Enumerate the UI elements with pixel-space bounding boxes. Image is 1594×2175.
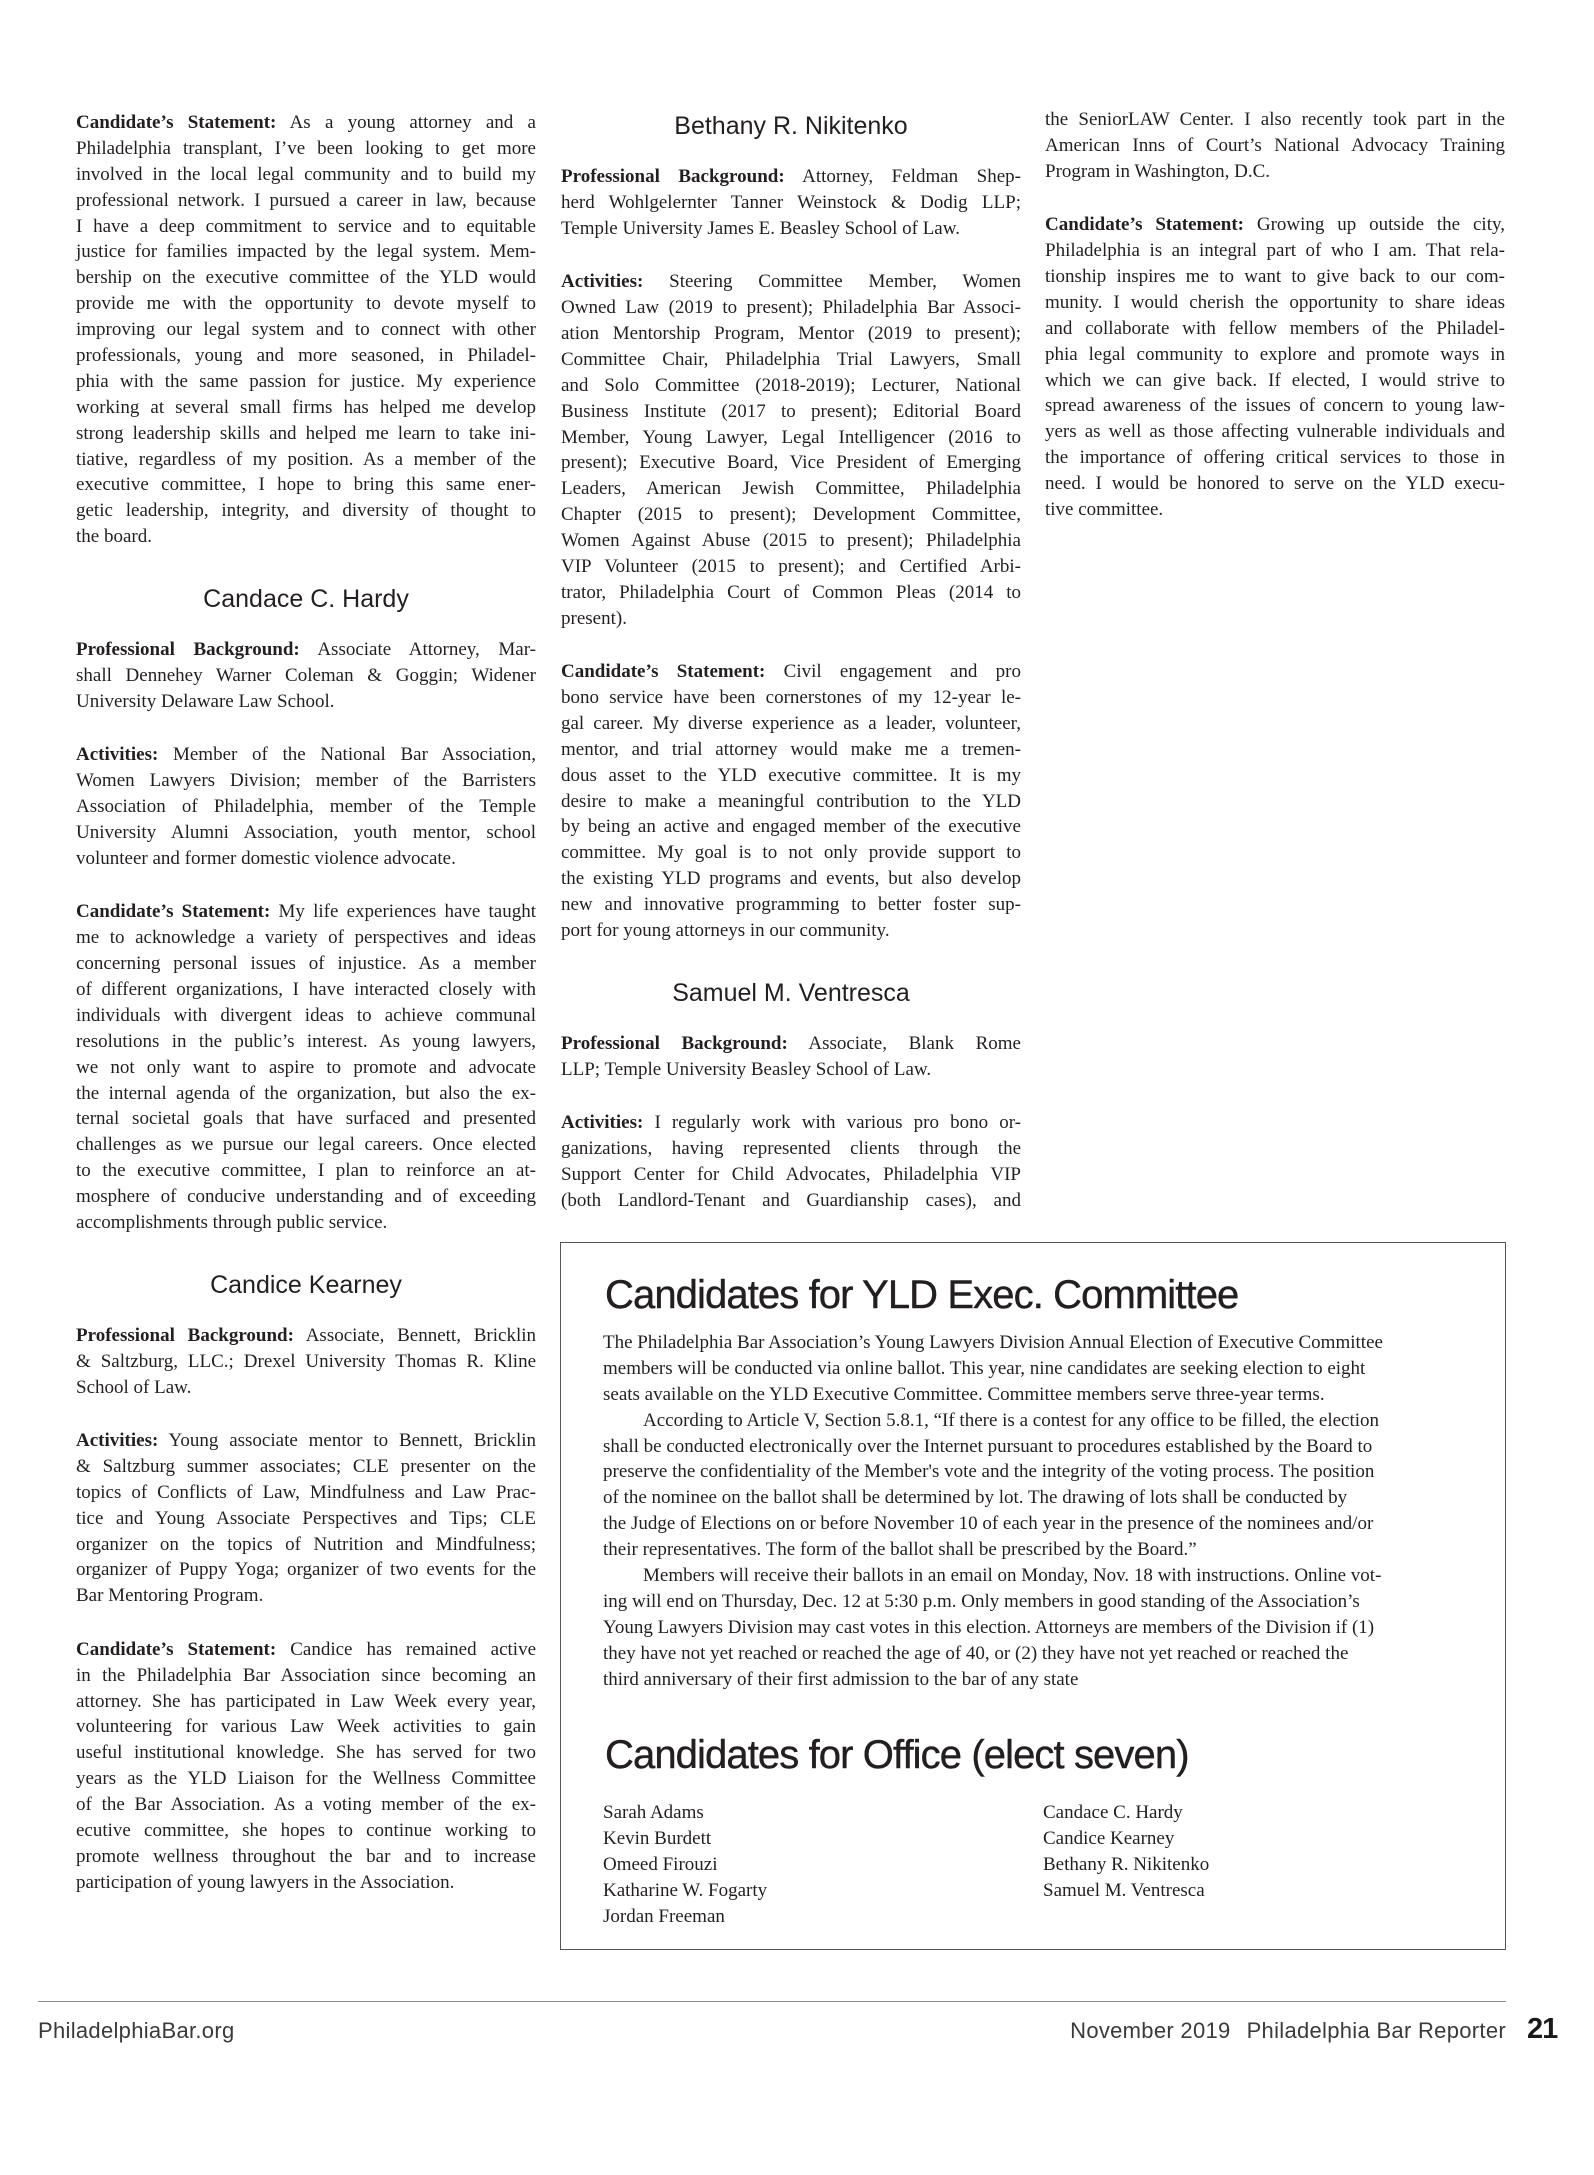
- line-text: My life experiences have taught: [278, 901, 537, 923]
- line-text: committee. My goal is to not only provide support to: [561, 842, 1021, 864]
- line-text: provide me with the opportunity to devote myself to: [76, 293, 536, 315]
- line-text: Program in Washington, D.C.: [1045, 160, 1271, 182]
- text-line: [561, 685, 1021, 711]
- field-label: Professional Background:: [76, 639, 300, 661]
- line-text: I regularly work with various pro bono or-: [654, 1112, 1021, 1134]
- line-text: tive committee.: [1045, 498, 1164, 520]
- text-line: [561, 789, 1021, 815]
- line-text: Business Institute (2017 to present); Editorial Board: [561, 400, 1021, 422]
- line-text: Committee Chair, Philadelphia Trial Lawyers, Small: [561, 348, 1021, 370]
- line-text: promote wellness throughout the bar and to increase: [76, 1845, 536, 1867]
- line-text: & Saltzburg, LLC.; Drexel University Thomas R. Kline: [76, 1350, 536, 1372]
- line-text: useful institutional knowledge. She has served for two: [76, 1742, 536, 1764]
- text-line: [76, 343, 536, 369]
- text-line: [76, 663, 536, 689]
- line-text: attorney. She has participated in Law Week every year,: [76, 1690, 536, 1712]
- text-line: [76, 1637, 536, 1663]
- text-line: [76, 899, 536, 925]
- text-line: [76, 421, 536, 447]
- line-text: dous asset to the YLD executive committee. It is my: [561, 764, 1021, 786]
- text-line: [76, 136, 536, 162]
- text-line: [1045, 342, 1505, 368]
- line-text: the importance of offering critical services to those in: [1045, 447, 1505, 469]
- text-line: [76, 1158, 536, 1184]
- line-text: years as the YLD Liaison for the Wellness Committee: [76, 1768, 536, 1790]
- line-text: Owned Law (2019 to present); Philadelphia Bar Associ-: [561, 297, 1021, 319]
- line-text: Chapter (2015 to present); Development Committee,: [561, 504, 1021, 526]
- line-text: VIP Volunteer (2015 to present); and Certified Arbi-: [561, 555, 1021, 577]
- line-text: tice and Young Associate Perspectives and Tips; CLE: [76, 1507, 536, 1529]
- text-line: [76, 1428, 536, 1454]
- field-label: Activities:: [76, 744, 159, 766]
- text-line: [76, 395, 536, 421]
- text-line: [76, 925, 536, 951]
- line-text: Support Center for Child Advocates, Philadelphia VIP: [561, 1164, 1021, 1185]
- line-text: Women Against Abuse (2015 to present); Philadelphia: [561, 530, 1021, 552]
- field-label: Candidate’s Statement:: [1045, 214, 1244, 236]
- line-text: bership on the executive committee of the YLD would: [76, 267, 536, 289]
- line-text: present).: [561, 607, 627, 629]
- line-text: new and innovative programming to better foster sup-: [561, 894, 1021, 916]
- text-line: [561, 606, 1021, 632]
- text-line: [76, 524, 536, 550]
- text-line: members will be conducted via online ballot. This year, nine candidates are seeking election to eight: [603, 1357, 1366, 1379]
- box-paragraph: [603, 1408, 1483, 1563]
- text-line: [561, 1188, 1021, 1214]
- paragraph: [76, 1323, 536, 1401]
- line-text: University Delaware Law School.: [76, 690, 335, 712]
- text-line: Members will receive their ballots in an email on Monday, Nov. 18 with instructions. Online vot-: [643, 1565, 1382, 1587]
- text-line: [76, 162, 536, 188]
- text-line: [76, 1506, 536, 1532]
- line-text: Steering Committee Member, Women: [669, 271, 1021, 293]
- text-line: [561, 763, 1021, 789]
- text-line: [76, 1132, 536, 1158]
- line-text: Leaders, American Jewish Committee, Philadelphia: [561, 478, 1021, 500]
- text-line: [561, 737, 1021, 763]
- line-text: challenges as we pursue our legal careers. Once elected: [76, 1134, 536, 1156]
- line-text: accomplishments through public service.: [76, 1211, 388, 1233]
- text-line: [76, 977, 536, 1003]
- line-text: Associate Attorney, Mar-: [317, 639, 536, 661]
- text-line: preserve the confidentiality of the Member's vote and the integrity of the voting process. The position: [603, 1461, 1375, 1483]
- candidate-list-item: Candice Kearney: [1043, 1827, 1175, 1849]
- line-text: trator, Philadelphia Court of Common Pleas (2014 to: [561, 581, 1021, 603]
- line-text: the board.: [76, 526, 152, 548]
- text-line: [1045, 497, 1505, 523]
- column-right: [1045, 107, 1505, 523]
- text-line: seats available on the YLD Executive Committee. Committee members serve three-year terms.: [603, 1383, 1325, 1405]
- candidate-list-item: Candace C. Hardy: [1043, 1802, 1183, 1823]
- line-text: in the Philadelphia Bar Association since becoming an: [76, 1664, 536, 1686]
- field-label: Candidate’s Statement:: [76, 112, 277, 133]
- candidate-list-item: Omeed Firouzi: [603, 1853, 718, 1875]
- line-text: getic leadership, integrity, and diversity of thought to: [76, 500, 536, 522]
- line-text: concerning personal issues of injustice. As a member: [76, 953, 536, 975]
- text-line: [1045, 159, 1505, 185]
- footer-issue: [1070, 2016, 1506, 2046]
- text-line: [76, 188, 536, 214]
- text-line: [561, 502, 1021, 528]
- line-text: gal career. My diverse experience as a leader, volunteer,: [561, 712, 1021, 734]
- text-line: [76, 239, 536, 265]
- field-label: Candidate’s Statement:: [76, 1638, 277, 1660]
- text-line: [561, 321, 1021, 347]
- text-line: [76, 110, 536, 136]
- text-line: [76, 1766, 536, 1792]
- text-line: [561, 164, 1021, 190]
- line-text: ation Mentorship Program, Mentor (2019 to present);: [561, 322, 1021, 344]
- line-text: spread awareness of the issues of concern to young law-: [1045, 395, 1505, 417]
- line-text: the internal agenda of the organization, but also the ex-: [76, 1082, 536, 1104]
- page-number: 21: [1527, 2013, 1558, 2045]
- text-line: [76, 1003, 536, 1029]
- line-text: the SeniorLAW Center. I also recently took part in the: [1045, 109, 1505, 130]
- text-line: of the nominee on the ballot shall be determined by lot. The drawing of lots shall be conducted by: [603, 1487, 1348, 1509]
- text-line: [76, 1583, 536, 1609]
- paragraph: [1045, 107, 1505, 185]
- text-line: [1045, 107, 1505, 133]
- candidate-list-item: Samuel M. Ventresca: [1043, 1879, 1205, 1901]
- text-line: [561, 918, 1021, 944]
- text-line: [76, 1210, 536, 1236]
- footer-issue-date: November 2019: [1070, 2018, 1231, 2043]
- line-text: ternal societal goals that have surfaced and presented: [76, 1108, 536, 1130]
- text-line: the Judge of Elections on or before November 10 of each year in the presence of the nominees and/or: [603, 1513, 1374, 1535]
- line-text: Philadelphia transplant, I’ve been looking to get more: [76, 137, 536, 159]
- paragraph: [561, 659, 1021, 944]
- line-text: (both Landlord-Tenant and Guardianship cases), and: [561, 1189, 1021, 1211]
- text-line: [76, 1818, 536, 1844]
- line-text: University Alumni Association, youth mentor, school: [76, 821, 536, 843]
- text-line: [76, 1532, 536, 1558]
- column-left: [76, 110, 536, 1896]
- box-paragraph: [603, 1563, 1483, 1692]
- candidate-list-item: Kevin Burdett: [603, 1827, 712, 1849]
- candidate-list-column: [603, 1800, 1023, 1929]
- candidate-name-heading: Candice Kearney: [210, 1270, 402, 1299]
- text-line: [561, 1031, 1021, 1057]
- text-line: [76, 1689, 536, 1715]
- text-line: [76, 951, 536, 977]
- line-text: & Saltzburg summer associates; CLE presenter on the: [76, 1455, 536, 1477]
- paragraph: [76, 110, 536, 550]
- line-text: Bar Mentoring Program.: [76, 1585, 264, 1607]
- line-text: Growing up outside the city,: [1256, 214, 1505, 236]
- line-text: tionship inspires me to want to give back to our com-: [1045, 265, 1505, 287]
- text-line: [76, 447, 536, 473]
- box-title: Candidates for YLD Exec. Committee: [605, 1273, 1239, 1317]
- line-text: to the executive committee, I plan to reinforce an at-: [76, 1160, 536, 1182]
- line-text: topics of Conflicts of Law, Mindfulness and Law Prac-: [76, 1481, 536, 1503]
- text-line: The Philadelphia Bar Association’s Young Lawyers Division Annual Election of Executive Committee: [603, 1332, 1383, 1353]
- line-text: mentor, and trial attorney would make me a tremen-: [561, 738, 1021, 760]
- line-text: and collaborate with fellow members of the Philadel-: [1045, 317, 1505, 339]
- text-line: [76, 472, 536, 498]
- text-line: [76, 637, 536, 663]
- line-text: Candice has remained active: [290, 1638, 537, 1660]
- text-line: shall be conducted electronically over the Internet pursuant to procedures established by the Board to: [603, 1435, 1373, 1457]
- text-line: [1045, 238, 1505, 264]
- line-text: the existing YLD programs and events, but also develop: [561, 868, 1021, 890]
- text-line: [561, 580, 1021, 606]
- text-line: [76, 1184, 536, 1210]
- text-line: [561, 840, 1021, 866]
- line-text: by being an active and engaged member of the executive: [561, 816, 1021, 838]
- box-body: [603, 1330, 1483, 1692]
- line-text: which we can give back. If elected, I would strive to: [1045, 369, 1505, 391]
- line-text: Philadelphia is an integral part of who I am. That rela-: [1045, 240, 1505, 262]
- text-line: [76, 1480, 536, 1506]
- text-line: [561, 659, 1021, 685]
- text-line: [1045, 264, 1505, 290]
- line-text: strong leadership skills and helped me learn to take ini-: [76, 422, 536, 444]
- office-candidates-title: Candidates for Office (elect seven): [605, 1733, 1189, 1777]
- line-text: volunteer and former domestic violence advocate.: [76, 847, 456, 869]
- line-text: yers as well as those affecting vulnerable individuals and: [1045, 421, 1505, 443]
- line-text: munity. I would cherish the opportunity to share ideas: [1045, 291, 1505, 313]
- line-text: organizer on the topics of Nutrition and Mindfulness;: [76, 1533, 536, 1555]
- text-line: [76, 214, 536, 240]
- text-line: [76, 1714, 536, 1740]
- line-text: As a young attorney and a: [289, 112, 536, 133]
- field-label: Activities:: [561, 1112, 644, 1134]
- paragraph: [76, 1428, 536, 1609]
- text-line: [76, 742, 536, 768]
- text-line: [561, 476, 1021, 502]
- line-text: port for young attorneys in our community.: [561, 920, 890, 942]
- text-line: [1045, 445, 1505, 471]
- text-line: [1045, 471, 1505, 497]
- line-text: working at several small firms has helped me develop: [76, 396, 536, 418]
- text-line: [561, 528, 1021, 554]
- text-line: [76, 1792, 536, 1818]
- text-line: [76, 1106, 536, 1132]
- text-line: According to Article V, Section 5.8.1, “If there is a contest for any office to be filled, the election: [643, 1409, 1380, 1431]
- field-label: Professional Background:: [76, 1324, 294, 1346]
- line-text: I have a deep commitment to service and to equitable: [76, 215, 536, 237]
- field-label: Activities:: [561, 271, 644, 293]
- text-line: [561, 554, 1021, 580]
- text-line: [76, 1055, 536, 1081]
- candidate-list-item: Bethany R. Nikitenko: [1043, 1853, 1210, 1875]
- line-text: executive committee, I hope to bring this same ener-: [76, 474, 536, 496]
- text-line: [76, 820, 536, 846]
- footer-site: PhiladelphiaBar.org: [38, 2018, 235, 2043]
- text-line: [76, 291, 536, 317]
- line-text: improving our legal system and to connect with other: [76, 319, 536, 341]
- paragraph: [561, 164, 1021, 242]
- line-text: mosphere of conducive understanding and of exceeding: [76, 1186, 536, 1208]
- text-line: [1045, 290, 1505, 316]
- text-line: [561, 1162, 1021, 1188]
- line-text: professional network. I pursued a career in law, because: [76, 189, 536, 211]
- line-text: of different organizations, I have interacted closely with: [76, 978, 536, 1000]
- line-text: herd Wohlgelernter Tanner Weinstock & Dodig LLP;: [561, 191, 1021, 213]
- text-line: [76, 369, 536, 395]
- line-text: tiative, regardless of my position. As a member of the: [76, 448, 536, 470]
- candidate-list-column: [1043, 1800, 1463, 1904]
- text-line: [76, 1557, 536, 1583]
- candidate-name-heading: Samuel M. Ventresca: [672, 978, 910, 1007]
- column-middle: [561, 108, 1021, 1214]
- text-line: [76, 846, 536, 872]
- text-line: third anniversary of their first admission to the bar of any state: [603, 1668, 1079, 1690]
- line-text: individuals with divergent ideas to achieve communal: [76, 1004, 536, 1026]
- text-line: their representatives. The form of the ballot shall be prescribed by the Board.”: [603, 1539, 1197, 1561]
- line-text: Associate, Blank Rome: [808, 1032, 1021, 1054]
- line-text: bono service have been cornerstones of my 12-year le-: [561, 687, 1021, 709]
- line-text: Member of the National Bar Association,: [172, 744, 536, 766]
- text-line: [76, 1844, 536, 1870]
- line-text: present); Executive Board, Vice President of Emerging: [561, 452, 1021, 474]
- line-text: phia legal community to explore and promote ways in: [1045, 343, 1505, 365]
- line-text: School of Law.: [76, 1376, 192, 1398]
- text-line: [561, 814, 1021, 840]
- field-label: Candidate’s Statement:: [561, 661, 766, 683]
- line-text: Young associate mentor to Bennett, Bricklin: [168, 1430, 536, 1452]
- candidate-list-item: Sarah Adams: [603, 1802, 704, 1823]
- line-text: justice for families impacted by the legal system. Mem-: [76, 241, 536, 263]
- line-text: Civil engagement and pro: [783, 661, 1022, 683]
- paragraph: [561, 269, 1021, 631]
- text-line: [1045, 393, 1505, 419]
- line-text: Temple University James E. Beasley School of Law.: [561, 217, 960, 239]
- field-label: Activities:: [76, 1430, 159, 1452]
- text-line: [561, 1110, 1021, 1136]
- line-text: resolutions in the public’s interest. As young lawyers,: [76, 1030, 536, 1052]
- text-line: [561, 373, 1021, 399]
- text-line: [561, 1136, 1021, 1162]
- line-text: of the Bar Association. As a voting member of the ex-: [76, 1794, 536, 1816]
- text-line: [76, 1740, 536, 1766]
- text-line: [76, 1375, 536, 1401]
- line-text: organizer of Puppy Yoga; organizer of two events for the: [76, 1559, 536, 1581]
- line-text: need. I would be honored to serve on the YLD execu-: [1045, 473, 1505, 495]
- footer-publication: Philadelphia Bar Reporter: [1246, 2018, 1506, 2043]
- paragraph: [561, 1031, 1021, 1083]
- line-text: American Inns of Court’s National Advocacy Training: [1045, 134, 1505, 156]
- text-line: [561, 347, 1021, 373]
- line-text: participation of young lawyers in the Association.: [76, 1871, 455, 1893]
- text-line: [1045, 316, 1505, 342]
- field-label: Professional Background:: [561, 166, 785, 187]
- line-text: and Solo Committee (2018-2019); Lecturer, National: [561, 374, 1021, 396]
- text-line: Young Lawyers Division may cast votes in this election. Attorneys are members of the Division if (1): [603, 1616, 1375, 1638]
- text-line: [76, 317, 536, 343]
- line-text: Women Lawyers Division; member of the Barristers: [76, 770, 536, 792]
- text-line: [561, 711, 1021, 737]
- candidate-name-heading: Bethany R. Nikitenko: [674, 112, 908, 140]
- text-line: [561, 190, 1021, 216]
- text-line: [561, 892, 1021, 918]
- candidate-name-heading: Candace C. Hardy: [203, 585, 409, 614]
- field-label: Professional Background:: [561, 1032, 788, 1054]
- paragraph: [1045, 212, 1505, 523]
- line-text: me to acknowledge a variety of perspectives and ideas: [76, 927, 536, 949]
- text-line: [76, 1029, 536, 1055]
- text-line: [561, 216, 1021, 242]
- text-line: [76, 1349, 536, 1375]
- paragraph: [76, 637, 536, 715]
- text-line: [561, 1057, 1021, 1083]
- text-line: ing will end on Thursday, Dec. 12 at 5:30 p.m. Only members in good standing of the Association’s: [603, 1590, 1360, 1612]
- text-line: [76, 1081, 536, 1107]
- line-text: desire to make a meaningful contribution to the YLD: [561, 790, 1021, 812]
- paragraph: [561, 1110, 1021, 1214]
- line-text: LLP; Temple University Beasley School of Law.: [561, 1058, 932, 1080]
- box-paragraph: [603, 1330, 1483, 1408]
- text-line: [76, 689, 536, 715]
- line-text: volunteering for various Law Week activities to gain: [76, 1716, 536, 1738]
- election-info-box: [560, 1242, 1506, 1950]
- text-line: [561, 450, 1021, 476]
- text-line: [76, 1323, 536, 1349]
- text-line: [76, 1663, 536, 1689]
- line-text: Member, Young Lawyer, Legal Intelligencer (2016 to: [561, 426, 1021, 448]
- text-line: [561, 866, 1021, 892]
- line-text: Associate, Bennett, Bricklin: [305, 1324, 537, 1346]
- text-line: [561, 399, 1021, 425]
- field-label: Candidate’s Statement:: [76, 901, 271, 923]
- text-line: [1045, 212, 1505, 238]
- line-text: involved in the local legal community and to build my: [76, 163, 536, 185]
- text-line: they have not yet reached or reached the age of 40, or (2) they have not yet reached or reached the: [603, 1642, 1349, 1664]
- candidate-list-item: Jordan Freeman: [603, 1905, 725, 1927]
- text-line: [76, 794, 536, 820]
- line-text: ecutive committee, she hopes to continue working to: [76, 1819, 536, 1841]
- footer-rule: [38, 2001, 1506, 2002]
- paragraph: [76, 1637, 536, 1896]
- text-line: [76, 498, 536, 524]
- text-line: [76, 768, 536, 794]
- paragraph: [76, 742, 536, 871]
- line-text: phia with the same passion for justice. My experience: [76, 370, 536, 392]
- text-line: [561, 295, 1021, 321]
- text-line: [561, 269, 1021, 295]
- line-text: ganizations, having represented clients through the: [561, 1138, 1021, 1160]
- line-text: professionals, young and more seasoned, in Philadel-: [76, 345, 536, 367]
- text-line: [1045, 368, 1505, 394]
- text-line: [1045, 133, 1505, 159]
- line-text: Attorney, Feldman Shep-: [802, 166, 1021, 187]
- text-line: [561, 425, 1021, 451]
- paragraph: [76, 899, 536, 1236]
- text-line: [76, 1454, 536, 1480]
- line-text: Association of Philadelphia, member of the Temple: [76, 796, 536, 818]
- text-line: [1045, 419, 1505, 445]
- candidate-list-item: Katharine W. Fogarty: [603, 1879, 768, 1901]
- text-line: [76, 265, 536, 291]
- line-text: we not only want to aspire to promote and advocate: [76, 1056, 536, 1078]
- line-text: shall Dennehey Warner Coleman & Goggin; Widener: [76, 665, 536, 687]
- text-line: [76, 1870, 536, 1896]
